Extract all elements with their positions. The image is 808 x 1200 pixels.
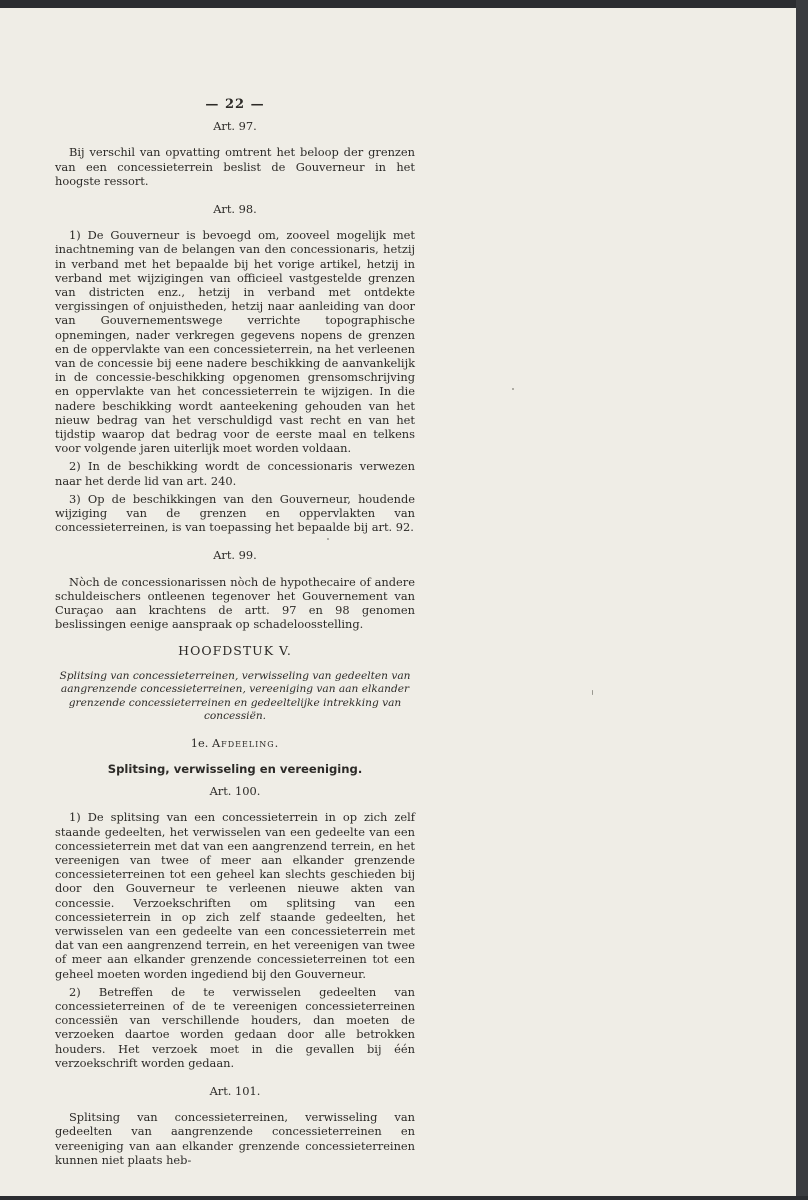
article-paragraph: 1) De Gouverneur is bevoegd om, zooveel mogelijk met inachtneming van de belangen van den concessionaris, hetzij in verband met het bepaalde bij het vorige artikel, hetzij in verband met wijzigingen van officieel vastgestelde grenzen van districten enz., hetzij in verband met ontdekte vergissingen of onjuistheden, hetzij naar aanleiding van door van Gouvernementswege verrichte topographische opnemingen, nader verkregen gegevens nopens de grenzen en de oppervlakte van een concessieterrein, na het verleenen van de concessie bij eene nadere beschikking de aanvankelijk in de concessie-beschikking opgenomen grensomschrijving en oppervlakte van het concessieterrein te wijzigen. In die nadere beschikking wordt aanteekening gehouden van het nieuw bedrag van het verschuldigd vast recht en van het tijdstip waarop dat bedrag voor de eerste maal en telkens voor volgende jaren uiterlijk moet worden voldaan. — [55, 228, 415, 456]
paper-speck — [592, 690, 593, 695]
paper-speck — [512, 388, 514, 390]
section-title: Splitsing, verwisseling en vereeniging. — [107, 761, 363, 776]
article-heading: Art. 100. — [209, 784, 261, 799]
article-paragraph: Splitsing van concessieterreinen, verwisseling van gedeelten van aangrenzende concessieterreinen en vereeniging van aan elkander grenzende concessieterreinen kunnen niet plaats heb- — [55, 1110, 415, 1167]
article-paragraph: 2) In de beschikking wordt de concessionaris verwezen naar het derde lid van art. 240. — [55, 459, 415, 488]
article-heading: Art. 101. — [209, 1083, 261, 1098]
chapter-subtitle: Splitsing van concessieterreinen, verwisseling van gedeelten van aangrenzende concessieterreinen, vereeniging van aan elkander grenzende concessieterreinen en gedeeltelijke intrekking van concessiën. — [59, 669, 411, 723]
article-paragraph: 2) Betreffen de te verwisselen gedeelten van concessieterreinen of de te vereenigen concessieterreinen concessiën van verschillende houders, dan moeten de verzoeken daartoe worden gedaan door alle betrokken houders. Het verzoek moet in die gevallen bij één verzoekschrift worden gedaan. — [55, 984, 415, 1070]
article-paragraph: 1) De splitsing van een concessieterrein in op zich zelf staande gedeelten, het verwisselen van een gedeelte van een concessieterrein met dat van een aangrenzend terrein, en het vereenigen van twee of meer aan elkander grenzende concessieterreinen tot een geheel kan slechts geschieden bij door den Gouverneur te verleenen nieuwe akten van concessie. Verzoekschriften om splitsing van een concessieterrein in op zich zelf staande gedeelten, het verwisselen van een gedeelte van een concessieterrein met dat van een aangrenzend terrein, en het vereenigen van twee of meer aan elkander grenzende concessieterreinen tot een geheel moeten worden ingediend bij den Gouverneur. — [55, 810, 415, 981]
scan-border-top — [0, 0, 808, 8]
article-paragraph: 3) Op de beschikkingen van den Gouverneur, houdende wijziging van de grenzen en oppervlakten van concessieterreinen, is van toepassing het bepaalde bij art. 92. — [55, 491, 415, 535]
text-column — [55, 98, 415, 1167]
division-heading — [55, 736, 415, 750]
article-heading: Art. 98. — [213, 202, 257, 217]
scan-border-right — [796, 0, 808, 1200]
page-number: — 22 — — [205, 97, 265, 112]
article-paragraph: Bij verschil van opvatting omtrent het beloop der grenzen van een concessieterrein beslist de Gouverneur in het hoogste ressort. — [55, 145, 415, 188]
article-heading: Art. 97. — [213, 119, 257, 134]
document-page — [0, 8, 796, 1196]
division-label: Afdeeling. — [211, 735, 280, 750]
division-number: 1e. — [190, 735, 209, 750]
scan-border-bottom — [0, 1196, 808, 1200]
article-paragraph: Nòch de concessionarissen nòch de hypothecaire of andere schuldeischers ontleenen tegenover het Gouvernement van Curaçao aan krachtens de artt. 97 en 98 genomen beslissingen eenige aanspraak op schadeloosstelling. — [55, 574, 415, 632]
chapter-title: HOOFDSTUK V. — [178, 642, 292, 658]
article-heading: Art. 99. — [213, 548, 257, 563]
